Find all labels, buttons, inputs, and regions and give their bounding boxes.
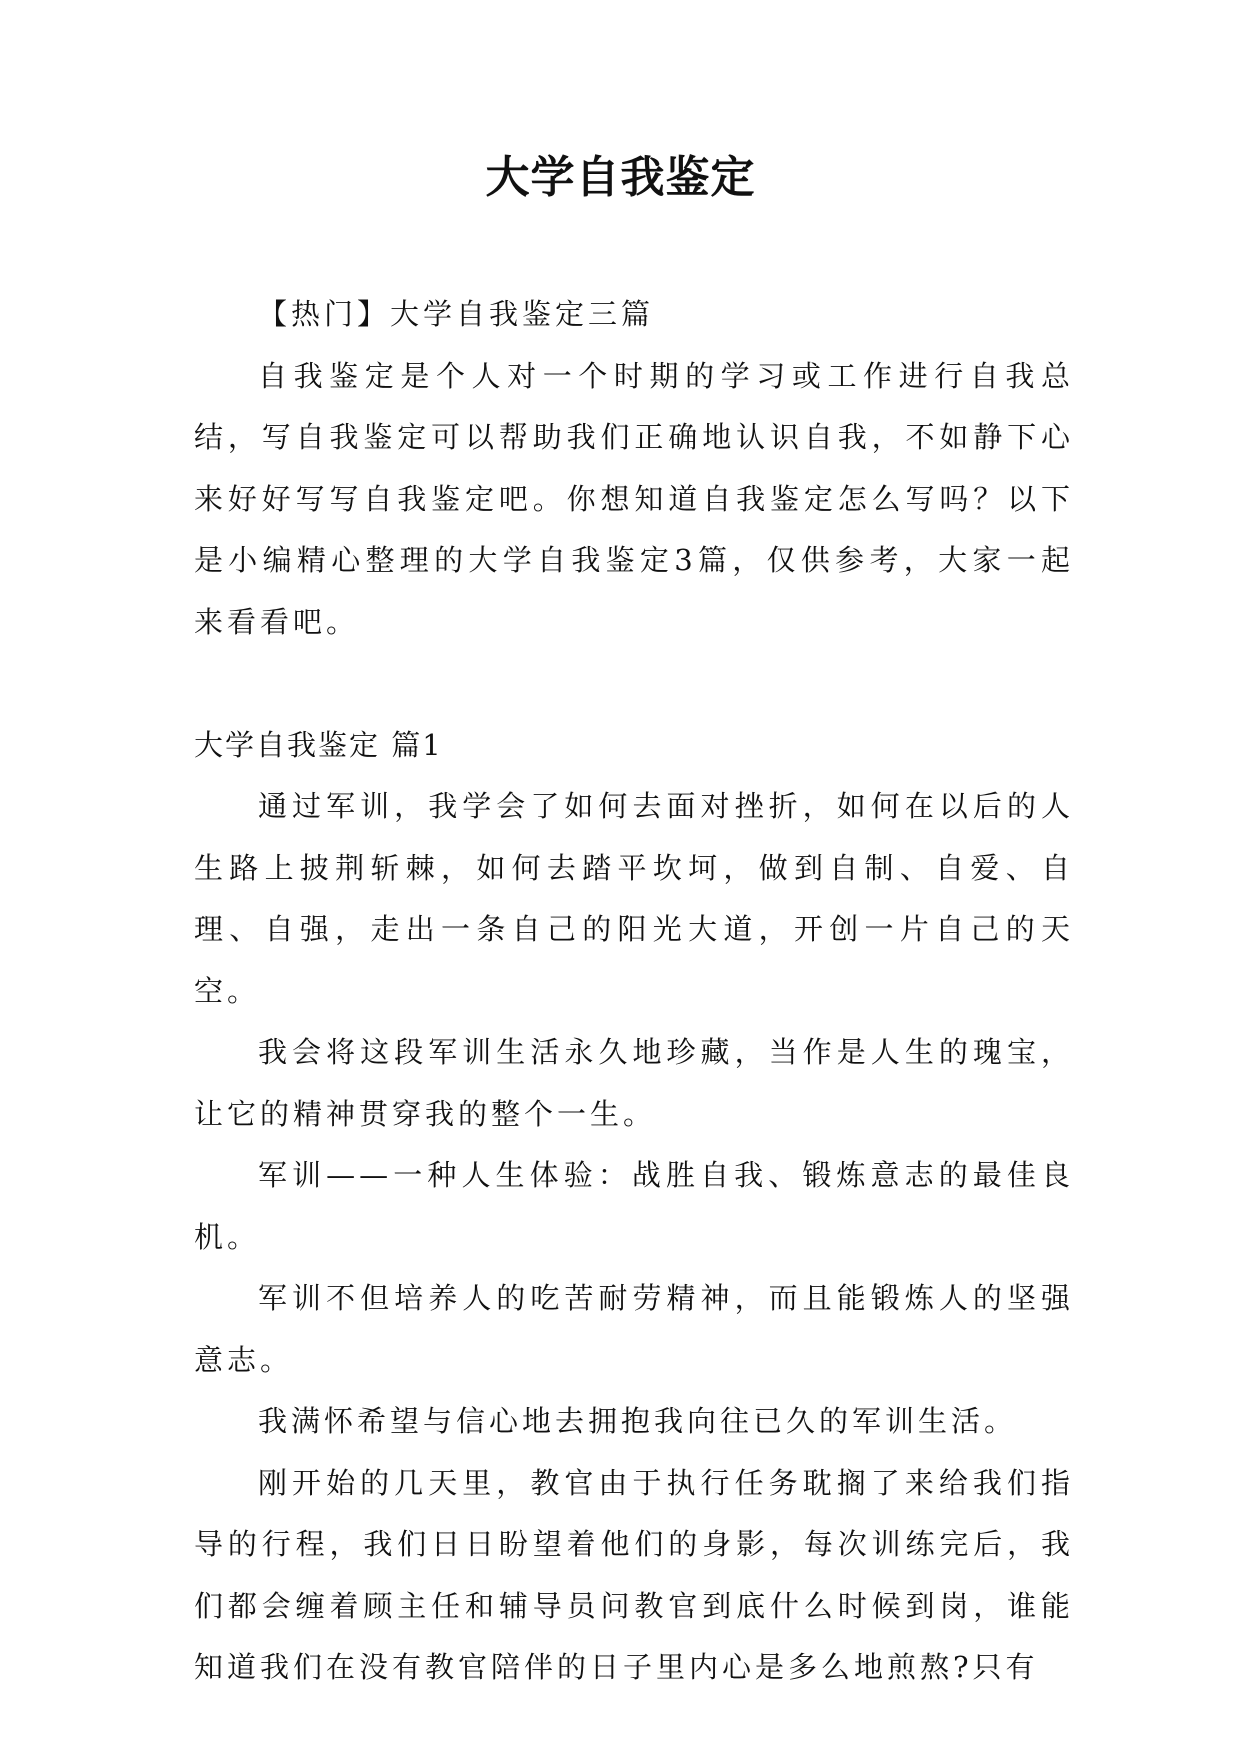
body-paragraph: 军训不但培养人的吃苦耐劳精神，而且能锻炼人的坚强意志。 — [194, 1281, 1074, 1377]
document-body — [194, 284, 1074, 1699]
body-paragraph: 我满怀希望与信心地去拥抱我向往已久的军训生活。 — [258, 1404, 1018, 1438]
document-subtitle: 【热门】大学自我鉴定三篇 — [258, 297, 655, 331]
document-title: 大学自我鉴定 — [485, 152, 756, 203]
body-paragraph: 我会将这段军训生活永久地珍藏，当作是人生的瑰宝，让它的精神贯穿我的整个一生。 — [194, 1035, 1074, 1131]
body-paragraph: 刚开始的几天里，教官由于执行任务耽搁了来给我们指导的行程，我们日日盼望着他们的身影，每次训练完后，我们都会缠着顾主任和辅导员问教官到底什么时候到岗，谁能知道我们在没有教官陪伴的日子里内心是多么地煎熬?只有 — [194, 1465, 1074, 1684]
section-heading: 大学自我鉴定 篇1 — [194, 727, 443, 762]
body-paragraph: 军训——一种人生体验：战胜自我、锻炼意志的最佳良机。 — [194, 1158, 1074, 1254]
intro-paragraph: 自我鉴定是个人对一个时期的学习或工作进行自我总结，写自我鉴定可以帮助我们正确地认识自我，不如静下心来好好写写自我鉴定吧。你想知道自我鉴定怎么写吗？以下是小编精心整理的大学自我鉴定3篇，仅供参考，大家一起来看看吧。 — [194, 358, 1074, 639]
body-paragraph: 通过军训，我学会了如何去面对挫折，如何在以后的人生路上披荆斩棘，如何去踏平坎坷，做到自制、自爱、自理、自强，走出一条自己的阳光大道，开创一片自己的天空。 — [194, 789, 1074, 1008]
